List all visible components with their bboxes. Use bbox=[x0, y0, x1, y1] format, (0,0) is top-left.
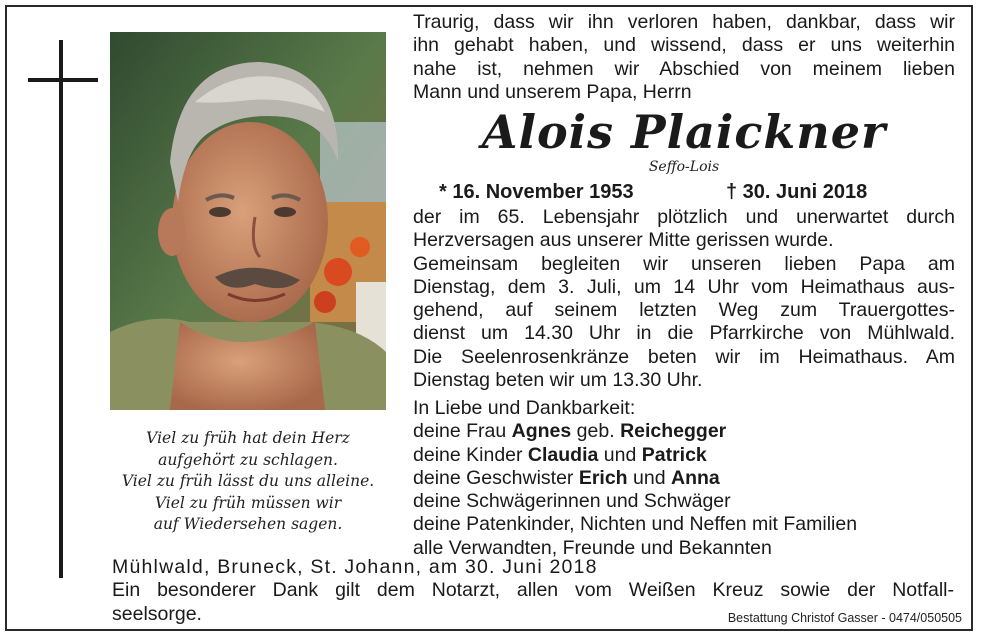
portrait-photo bbox=[110, 32, 386, 410]
thanks-line: Ein besonderer Dank gilt dem Notarzt, allen vom Weißen Kreuz sowie der Notfall- bbox=[112, 579, 954, 601]
family-siblings: deine Geschwister Erich und Anna bbox=[413, 466, 720, 489]
body-line: Die Seelenrosenkränze beten wir im Heimathaus. Am bbox=[413, 345, 955, 368]
poem-line: Viel zu früh müssen wir bbox=[154, 493, 342, 512]
family-wife: deine Frau Agnes geb. Reichegger bbox=[413, 420, 727, 443]
poem bbox=[110, 428, 386, 536]
body-line: Dienstag beten wir um 13.30 Uhr. bbox=[413, 369, 703, 392]
intro-line: Traurig, dass wir ihn verloren haben, dankbar, dass wir bbox=[413, 11, 955, 33]
death-date: † 30. Juni 2018 bbox=[726, 181, 868, 203]
poem-line: Viel zu früh hat dein Herz bbox=[146, 429, 350, 447]
body-line: Herzversagen aus unserer Mitte gerissen wurde. bbox=[413, 229, 834, 252]
body-line: der im 65. Lebensjahr plötzlich und unerwartet durch bbox=[413, 206, 955, 228]
mourners-list bbox=[413, 397, 955, 560]
family-children: deine Kinder Claudia und Patrick bbox=[413, 443, 707, 466]
family-intro: In Liebe und Dankbarkeit: bbox=[413, 397, 636, 419]
intro-line: ihn gehabt haben, und wissend, dass er uns weiterhin bbox=[413, 34, 955, 57]
poem-line: aufgehört zu schlagen. bbox=[158, 450, 338, 469]
poem-line: auf Wiedersehen sagen. bbox=[153, 515, 343, 533]
body-line: dienst um 14.30 Uhr in die Pfarrkirche von Mühlwald. bbox=[413, 322, 955, 345]
family-relatives: alle Verwandten, Freunde und Bekannten bbox=[413, 536, 772, 559]
place-date: Mühlwald, Bruneck, St. Johann, am 30. Juni 2018 bbox=[112, 556, 598, 578]
body-line: Gemeinsam begleiten wir unseren lieben Papa am bbox=[413, 252, 955, 275]
family-inlaws: deine Schwägerinnen und Schwäger bbox=[413, 490, 731, 513]
announcement-text bbox=[413, 206, 955, 392]
body-line: gehend, auf seinem letzten Weg zum Trauergottes- bbox=[413, 299, 955, 322]
deceased-name: Alois Plaickner bbox=[481, 105, 887, 159]
deceased-nickname: Seffo-Lois bbox=[648, 159, 720, 175]
intro-text bbox=[413, 11, 955, 104]
thanks-line: seelsorge. bbox=[112, 602, 202, 625]
body-line: Dienstag, dem 3. Juli, um 14 Uhr vom Heimathaus aus- bbox=[413, 275, 955, 298]
intro-line: nahe ist, nehmen wir Abschied von meinem lieben bbox=[413, 57, 955, 80]
poem-line: Viel zu früh lässt du uns alleine. bbox=[121, 472, 375, 490]
intro-line: Mann und unserem Papa, Herrn bbox=[413, 80, 692, 103]
family-godchildren: deine Patenkinder, Nichten und Neffen mit Familien bbox=[413, 513, 858, 536]
birth-date: * 16. November 1953 bbox=[439, 181, 634, 203]
cross-icon bbox=[28, 40, 98, 580]
undertaker-credit: Bestattung Christof Gasser - 0474/050505 bbox=[727, 611, 962, 625]
